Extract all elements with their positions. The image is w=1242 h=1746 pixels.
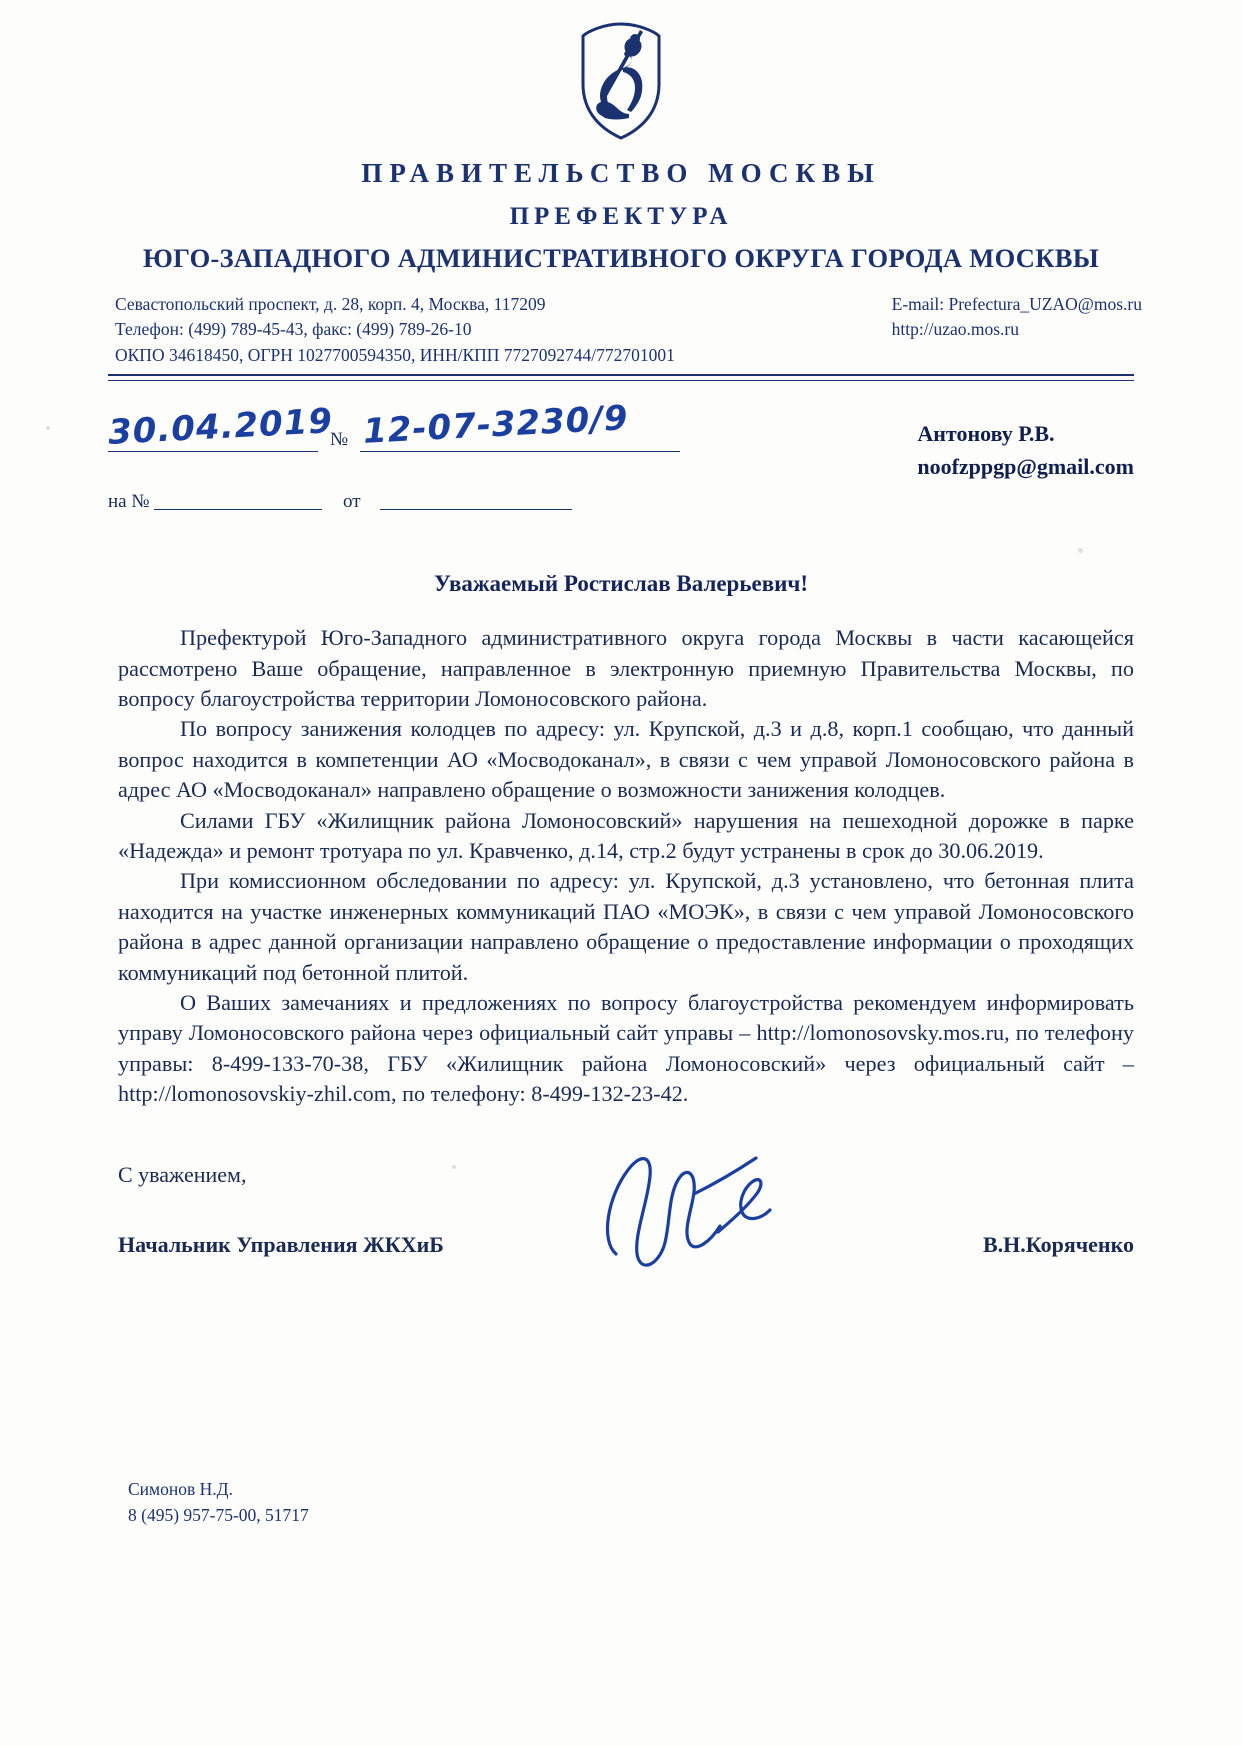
incoming-number-label: на №	[108, 491, 150, 513]
okrug-title: ЮГО-ЗАПАДНОГО АДМИНИСТРАТИВНОГО ОКРУГА ГОРОДА МОСКВЫ	[142, 243, 1100, 273]
incoming-date-label: от	[343, 491, 361, 513]
paragraph: При комиссионном обследовании по адресу: ул. Крупской, д.3 установлено, что бетонная плита находится на участке инженерных коммуникаций ПАО «МОЭК», в связи с чем управой Ломоносовского района в адрес данной организации направлено обращение о предоставление информации о проходящих коммуникаций под бетонной плитой.	[118, 868, 1134, 985]
incoming-date-line	[380, 509, 572, 510]
addressee-email: noofzppgp@gmail.com	[917, 454, 1134, 480]
signer-title: Начальник Управления ЖКХиБ	[118, 1231, 444, 1257]
contacts-block	[115, 292, 1142, 368]
signoff-text: С уважением,	[118, 1161, 247, 1187]
contact-phone: Телефон: (499) 789-45-43, факс: (499) 789-26-10	[115, 319, 472, 340]
reference-block	[107, 398, 1134, 537]
executor-phone: 8 (495) 957-75-00, 51717	[128, 1504, 309, 1525]
moscow-coat-of-arms-icon	[573, 22, 669, 140]
incoming-number-line	[154, 509, 322, 510]
addressee-block	[917, 417, 1134, 483]
number-label: №	[330, 429, 349, 451]
executor-name: Симонов Н.Д.	[128, 1478, 233, 1499]
scan-speck	[452, 1165, 456, 1169]
contact-address: Севастопольский проспект, д. 28, корп. 4, Москва, 117209	[115, 294, 546, 314]
handwritten-signature-icon	[598, 1136, 818, 1286]
prefecture-title: ПРЕФЕКТУРА	[509, 203, 733, 230]
number-line	[360, 451, 680, 452]
government-title: ПРАВИТЕЛЬСТВО МОСКВЫ	[361, 158, 881, 188]
contacts-right	[892, 292, 1142, 368]
signer-name: В.Н.Коряченко	[982, 1231, 1134, 1257]
date-handwritten: 30.04.2019	[107, 401, 334, 453]
paragraph: Силами ГБУ «Жилищник района Ломоносовский» нарушения на пешеходной дорожке в парке «Надежда» и ремонт тротуара по ул. Кравченко, д.14, стр.2 будут устранены в срок до 30.06.2019.	[118, 807, 1134, 863]
date-line	[108, 451, 318, 452]
contact-website: http://uzao.mos.ru	[891, 319, 1019, 340]
contact-email: E-mail: Prefectura_UZAO@mos.ru	[891, 294, 1142, 314]
salutation: Уважаемый Ростислав Валерьевич!	[433, 571, 809, 597]
paragraph: По вопросу занижения колодцев по адресу: ул. Крупской, д.3 и д.8, корп.1 сообщаю, что данный вопрос находится в компетенции АО «Мосводоканал», в связи с чем управой Ломоносовского района в адрес АО «Мосводоканал» направлено обращение о возможности занижения колодцев.	[118, 716, 1134, 803]
scan-speck	[1078, 548, 1083, 553]
contact-codes: ОКПО 34618450, ОГРН 1027700594350, ИНН/КПП 7727092744/772701001	[115, 344, 675, 365]
signature-row	[118, 1232, 1134, 1258]
header-divider	[108, 374, 1134, 381]
executor-block	[128, 1476, 309, 1529]
emblem-container	[0, 0, 1242, 140]
letter-body	[118, 623, 1134, 1110]
contacts-left	[115, 292, 675, 368]
number-handwritten: 12-07-3230/9	[362, 398, 630, 453]
paragraph: Префектурой Юго-Западного административного округа города Москвы в части касающейся рассмотрено Ваше обращение, направленное в электронную приемную Правительства Москвы, по вопросу благоустройства территории Ломоносовского района.	[118, 625, 1134, 711]
addressee-name: Антонову Р.В.	[917, 421, 1055, 447]
paragraph: О Ваших замечаниях и предложениях по вопросу благоустройства рекомендуем информировать управу Ломоносовского района через официальный сайт управы – http://lomonosovsky.mos.ru, по телефону управы: 8-499-133-70-38, ГБУ «Жилищник района Ломоносовский» через официальный сайт – http://lomonosovskiy-zhil.com, по телефону: 8-499-132-23-42.	[118, 990, 1134, 1107]
scan-speck	[46, 426, 50, 430]
